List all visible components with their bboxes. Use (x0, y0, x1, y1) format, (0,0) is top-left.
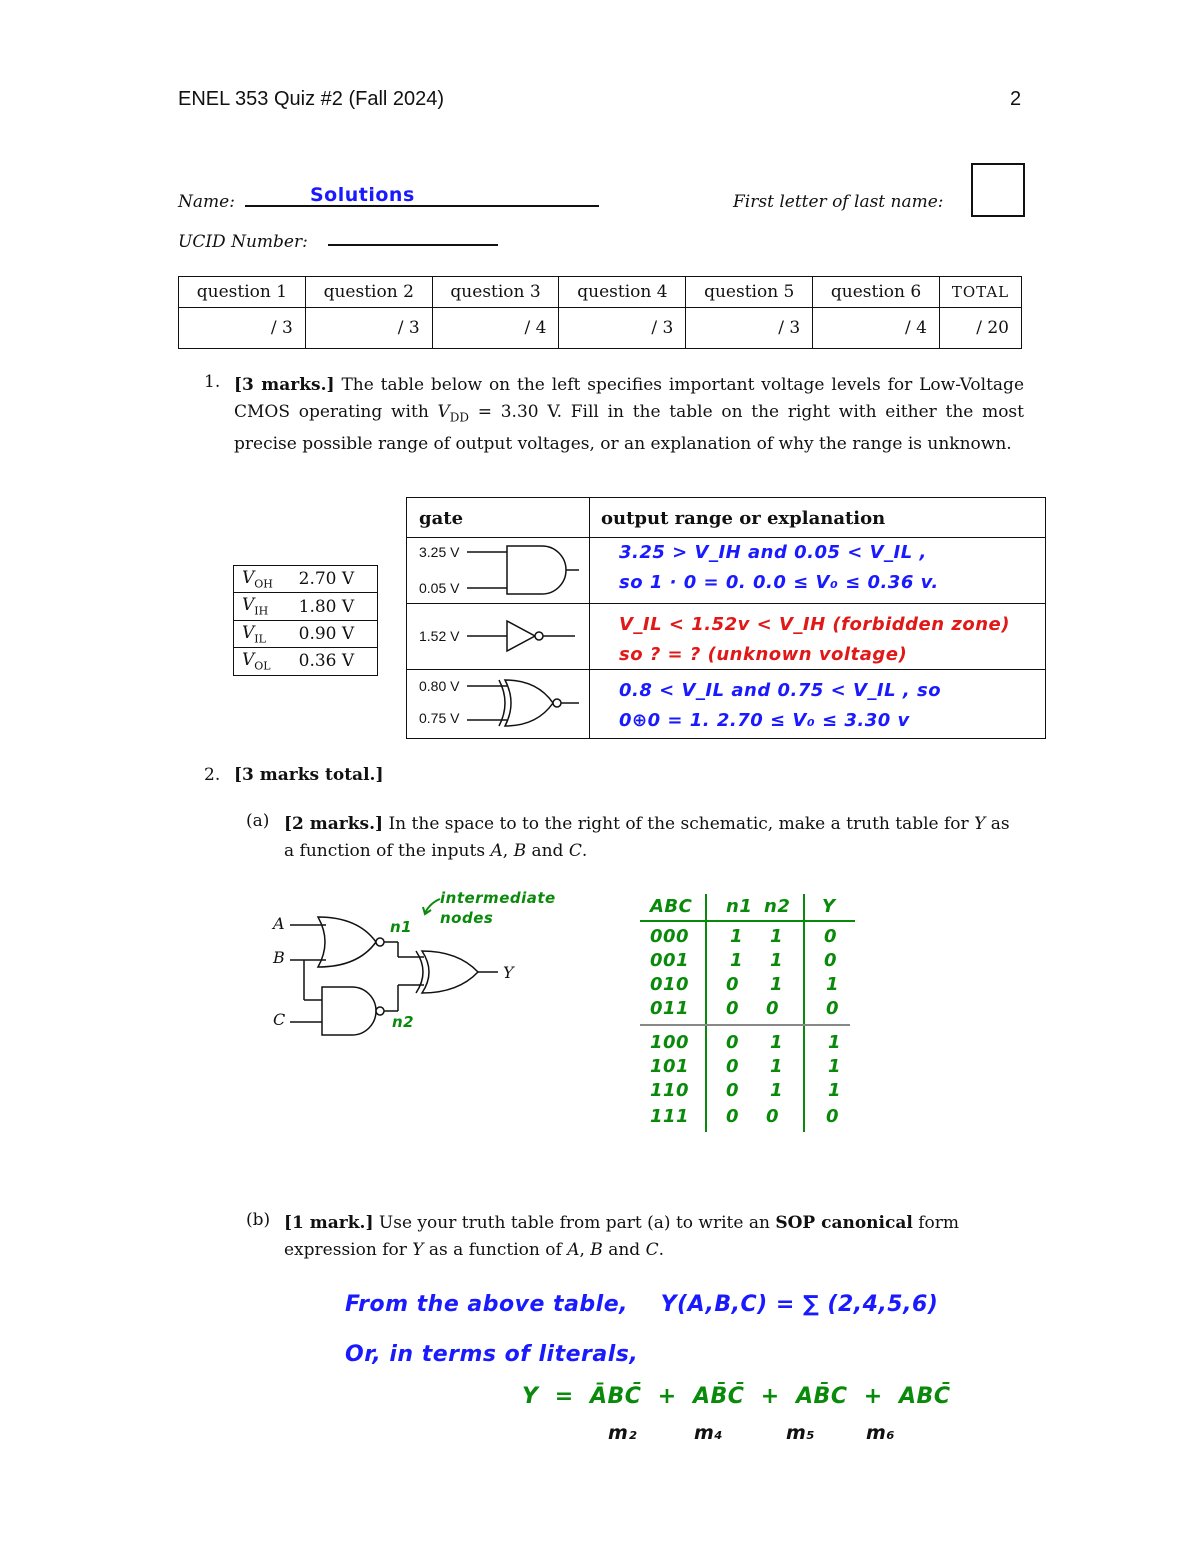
level-sub: IH (254, 604, 269, 618)
level-value: 1.80 V (291, 593, 378, 620)
row-divider (407, 669, 1045, 670)
score-value: / 3 (686, 308, 813, 349)
score-value: / 3 (305, 308, 432, 349)
var-y: Y (412, 1240, 424, 1260)
part-b-marks: [1 mark.] (284, 1213, 374, 1233)
ucid-label: UCID Number: (178, 232, 308, 252)
output-y-label: Y (503, 963, 514, 982)
sop-expression: Y = ĀBC̄ + AB̄C̄ + AB̄C + ABC̄ (522, 1384, 951, 1409)
q1-text-b: Fill in the table on the right with either the most precise possible range of output voltages, or an explanation of why the range is unknown. (234, 402, 1024, 455)
part-b-label: (b) (246, 1210, 271, 1230)
q1-prompt (234, 372, 1024, 458)
tt-cell: 010 (650, 974, 690, 995)
level-sub: OH (254, 577, 273, 591)
minterm-label: m₂ (608, 1422, 638, 1444)
tt-cell: 011 (650, 998, 690, 1019)
input-voltage: 0.05 V (419, 580, 460, 596)
score-header: question 3 (432, 277, 559, 308)
q1-marks: [3 marks.] (234, 375, 335, 395)
level-value: 2.70 V (291, 566, 378, 593)
input-voltage: 0.75 V (419, 710, 460, 726)
answer-line: 3.25 > V_IH and 0.05 < V_IL , (619, 542, 927, 563)
page-number: 2 (1010, 88, 1022, 110)
var-a: A (490, 841, 503, 861)
part-a-text2: as a function of the inputs (284, 814, 1010, 861)
level-symbol: V (242, 622, 255, 643)
part-b-prompt: [1 mark.] Use your truth table from part (a) to write an SOP canonical form expression for Y as a function of A, B and C. (284, 1213, 959, 1260)
tt-cell: 0 (726, 1056, 740, 1077)
input-a-label: A (273, 914, 285, 933)
part-a-label: (a) (246, 811, 270, 831)
score-value: / 20 (939, 308, 1021, 349)
tt-header: Y (822, 896, 836, 917)
input-b-label: B (273, 948, 285, 967)
var-b: B (590, 1240, 603, 1260)
answer-line: so ? = ? (unknown voltage) (619, 644, 908, 665)
voltage-levels-table (233, 565, 378, 676)
var-a: A (567, 1240, 580, 1260)
tt-cell: 0 (766, 998, 780, 1019)
node-n2-label: n2 (392, 1013, 415, 1031)
intermediate-nodes-note: intermediate nodes (440, 889, 556, 927)
part-b-and: and (608, 1240, 641, 1260)
tt-cell: 1 (826, 974, 840, 995)
tt-cell: 0 (726, 1032, 740, 1053)
tt-cell: 1 (828, 1056, 842, 1077)
var-b: B (513, 841, 527, 861)
part-b-text2: form expression for (284, 1213, 959, 1260)
minterm-label: m₅ (786, 1422, 816, 1444)
column-divider (589, 498, 590, 738)
sop-answer-line1: From the above table, Y(A,B,C) = ∑ (2,4,5,6) (345, 1292, 939, 1317)
tt-cell: 100 (650, 1032, 690, 1053)
input-voltage: 3.25 V (419, 544, 460, 560)
part-a-marks: [2 marks.] (284, 814, 384, 834)
tt-cell: 111 (650, 1106, 690, 1127)
score-value: / 3 (559, 308, 686, 349)
vdd-value: = 3.30 V. (477, 402, 563, 422)
tt-cell: 0 (726, 1106, 740, 1127)
sop-answer-line2: Or, in terms of literals, (345, 1342, 639, 1367)
tt-cell: 0 (726, 998, 740, 1019)
tt-divider-horizontal (640, 1024, 850, 1026)
level-sub: IL (254, 632, 266, 646)
tt-cell: 0 (726, 1080, 740, 1101)
part-a-text: In the space to to the right of the schematic, make a truth table for (388, 814, 969, 834)
q2-marks: [3 marks total.] (234, 765, 384, 785)
input-voltage: 1.52 V (419, 628, 460, 644)
node-n1-label: n1 (390, 918, 413, 936)
answer-line: 0⊕0 = 1. 2.70 ≤ V₀ ≤ 3.30 v (619, 710, 910, 731)
name-underline (245, 205, 599, 207)
part-b-sop: SOP canonical (775, 1213, 913, 1233)
tt-cell: 1 (770, 974, 784, 995)
tt-cell: 1 (770, 926, 784, 947)
part-a-prompt: [2 marks.] In the space to to the right of the schematic, make a truth table for Y as a function of the inputs A, B and C. (284, 814, 1010, 861)
minterm-label: m₄ (694, 1422, 724, 1444)
name-label: Name: (178, 192, 235, 212)
tt-cell: 0 (824, 926, 838, 947)
tt-cell: 001 (650, 950, 690, 971)
output-column-header: output range or explanation (601, 508, 886, 529)
input-c-label: C (273, 1010, 286, 1029)
tt-divider-vertical (803, 894, 805, 1132)
answer-line: V_IL < 1.52v < V_IH (forbidden zone) (619, 614, 1010, 635)
q1-text-a: The table below on the left specifies important voltage levels for Low-Voltage CMOS operating with (234, 375, 1024, 422)
tt-cell: 0 (826, 1106, 840, 1127)
level-symbol: V (242, 595, 255, 616)
row-divider (407, 603, 1045, 604)
tt-cell: 0 (826, 998, 840, 1019)
first-letter-box (971, 163, 1025, 217)
tt-cell: 0 (824, 950, 838, 971)
score-value: / 4 (432, 308, 559, 349)
tt-cell: 1 (770, 1056, 784, 1077)
vdd-sub: DD (449, 410, 470, 425)
first-letter-label: First letter of last name: (733, 192, 944, 212)
var-c: C (568, 841, 582, 861)
minterm-label: m₆ (866, 1422, 896, 1444)
score-table (178, 276, 1022, 349)
and-gate-icon (467, 542, 587, 598)
answer-line: 0.8 < V_IL and 0.75 < V_IL , so (619, 680, 942, 701)
score-header: question 6 (813, 277, 940, 308)
score-header: question 4 (559, 277, 686, 308)
tt-cell: 110 (650, 1080, 690, 1101)
ucid-underline (328, 244, 498, 246)
course-title: ENEL 353 Quiz #2 (Fall 2024) (178, 88, 445, 110)
xnor-gate-icon (467, 676, 587, 732)
part-b-text3: as a function of (428, 1240, 562, 1260)
tt-divider-vertical (705, 894, 707, 1132)
part-b-text: Use your truth table from part (a) to write an (378, 1213, 770, 1233)
tt-cell: 1 (828, 1080, 842, 1101)
gate-output-table (406, 497, 1046, 739)
tt-cell: 0 (726, 974, 740, 995)
answer-line: so 1 · 0 = 0. 0.0 ≤ V₀ ≤ 0.36 v. (619, 572, 939, 593)
tt-cell: 1 (770, 950, 784, 971)
tt-cell: 101 (650, 1056, 690, 1077)
tt-header: ABC (650, 896, 693, 917)
score-header: question 5 (686, 277, 813, 308)
tt-header: n2 (764, 896, 791, 917)
tt-header: n1 (726, 896, 753, 917)
not-gate-icon (467, 616, 587, 658)
q1-number: 1. (204, 372, 221, 392)
tt-cell: 1 (770, 1080, 784, 1101)
input-voltage: 0.80 V (419, 678, 460, 694)
score-value: / 4 (813, 308, 940, 349)
score-header: TOTAL (939, 277, 1021, 308)
var-y: Y (974, 814, 986, 834)
name-value: Solutions (310, 184, 415, 206)
tt-cell: 0 (766, 1106, 780, 1127)
level-value: 0.90 V (291, 620, 378, 647)
level-symbol: V (242, 650, 255, 671)
q2-number: 2. (204, 765, 221, 785)
tt-cell: 1 (730, 950, 744, 971)
part-a-and: and (531, 841, 564, 861)
row-divider (407, 537, 1045, 538)
truth-table (640, 894, 860, 1134)
level-value: 0.36 V (298, 651, 355, 672)
var-c: C (645, 1240, 659, 1260)
vdd-symbol: V (437, 402, 450, 422)
gate-column-header: gate (419, 508, 464, 529)
tt-cell: 1 (828, 1032, 842, 1053)
level-symbol: V (242, 568, 255, 588)
score-header: question 1 (179, 277, 306, 308)
tt-cell: 1 (770, 1032, 784, 1053)
tt-cell: 000 (650, 926, 690, 947)
tt-divider-horizontal (640, 920, 855, 922)
score-value: / 3 (179, 308, 306, 349)
level-sub: OL (254, 659, 271, 673)
score-header: question 2 (305, 277, 432, 308)
tt-cell: 1 (730, 926, 744, 947)
